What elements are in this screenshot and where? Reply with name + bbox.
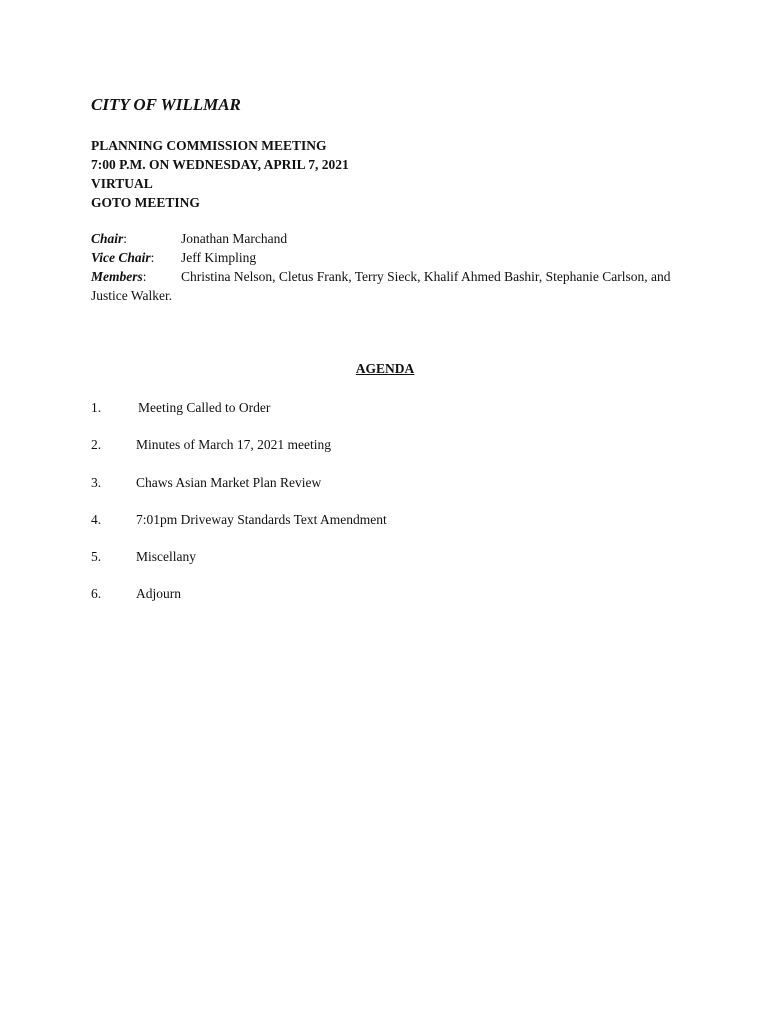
agenda-item-number: 4. — [91, 511, 102, 527]
vice-chair-row: Vice Chair: Jeff Kimpling — [91, 250, 257, 265]
vice-chair-name: Jeff Kimpling — [181, 250, 257, 265]
agenda-item-text: Miscellany — [136, 549, 196, 565]
agenda-item-text: 7:01pm Driveway Standards Text Amendment — [136, 511, 387, 527]
meeting-platform: GOTO MEETING — [91, 195, 200, 210]
meeting-title: PLANNING COMMISSION MEETING — [91, 138, 327, 153]
agenda-list — [91, 398, 387, 622]
agenda-item-number: 6. — [91, 586, 102, 602]
agenda-item-text: Adjourn — [136, 586, 181, 602]
meeting-datetime: 7:00 P.M. ON WEDNESDAY, APRIL 7, 2021 — [91, 157, 349, 172]
vice-chair-label: Vice Chair — [91, 250, 151, 265]
members-label: Members — [91, 269, 143, 284]
agenda-item-number: 2. — [91, 437, 102, 453]
agenda-item — [91, 473, 387, 510]
agenda-item-number: 3. — [91, 474, 102, 490]
agenda-item-text: Meeting Called to Order — [138, 400, 271, 415]
agenda-item-number: 1. — [91, 400, 102, 415]
chair-row: Chair: Jonathan Marchand — [91, 231, 288, 246]
agenda-item — [91, 510, 387, 547]
members-row: Members: Christina Nelson, Cletus Frank, Terry Sieck, Khalif Ahmed Bashir, Stephanie Carlson, and Justice Walker. — [91, 269, 671, 303]
agenda-item — [91, 584, 387, 621]
meeting-format: VIRTUAL — [91, 176, 153, 191]
roster — [91, 229, 691, 305]
agenda-item-text: Chaws Asian Market Plan Review — [136, 474, 322, 490]
agenda-heading: AGENDA — [355, 361, 415, 376]
agenda-item-number: 5. — [91, 549, 102, 565]
agenda-item — [91, 547, 387, 584]
chair-label: Chair — [91, 231, 124, 246]
agenda-item — [91, 435, 387, 472]
agenda-item — [91, 398, 387, 435]
meeting-info — [91, 136, 349, 212]
members-list: Christina Nelson, Cletus Frank, Terry Sieck, Khalif Ahmed Bashir, Stephanie Carlson, and Justice Walker. — [91, 269, 671, 303]
chair-name: Jonathan Marchand — [181, 231, 288, 246]
org-title: CITY OF WILLMAR — [91, 95, 241, 114]
agenda-item-text: Minutes of March 17, 2021 meeting — [136, 437, 331, 453]
